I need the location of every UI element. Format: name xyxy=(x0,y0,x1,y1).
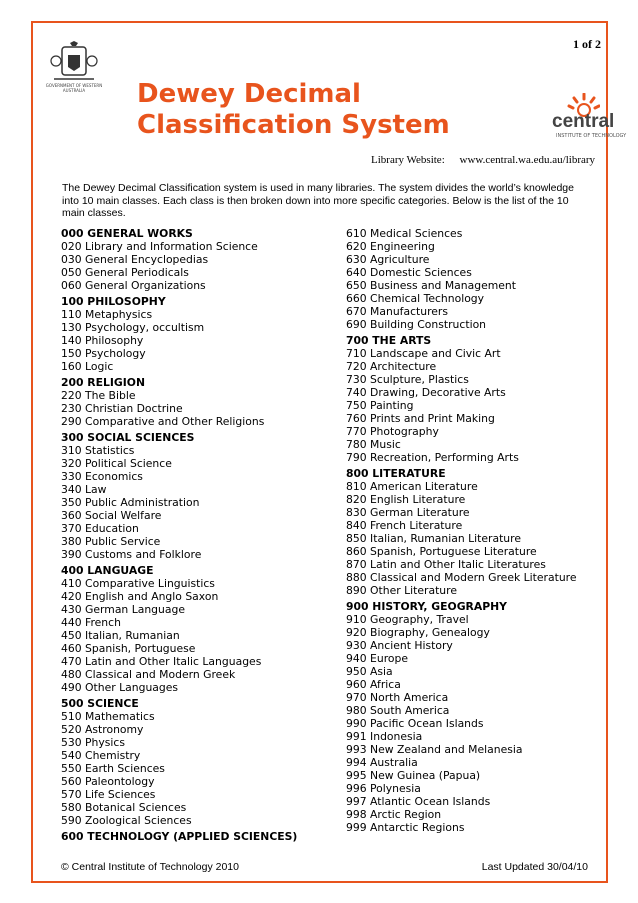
subclass-item: 990 Pacific Ocean Islands xyxy=(346,717,484,730)
subclass-item: 230 Christian Doctrine xyxy=(61,402,183,415)
subclass-item: 410 Comparative Linguistics xyxy=(61,577,215,590)
class-heading: 100 PHILOSOPHY xyxy=(61,295,166,308)
subclass-item: 790 Recreation, Performing Arts xyxy=(346,451,519,464)
subclass-item: 480 Classical and Modern Greek xyxy=(61,668,236,681)
subclass-item: 910 Geography, Travel xyxy=(346,613,469,626)
subclass-item: 999 Antarctic Regions xyxy=(346,821,465,834)
subclass-item: 993 New Zealand and Melanesia xyxy=(346,743,523,756)
page-number: 1 of 2 xyxy=(573,37,601,51)
subclass-item: 440 French xyxy=(61,616,121,629)
subclass-item: 320 Political Science xyxy=(61,457,172,470)
subclass-item: 580 Botanical Sciences xyxy=(61,801,187,814)
subclass-item: 970 North America xyxy=(346,691,449,704)
subclass-item: 110 Metaphysics xyxy=(61,308,153,321)
class-heading: 400 LANGUAGE xyxy=(61,564,154,577)
subclass-item: 620 Engineering xyxy=(346,240,435,253)
subclass-item: 150 Psychology xyxy=(61,347,146,360)
logo-wordmark: central xyxy=(552,111,615,132)
crest-caption: GOVERNMENT OF WESTERN AUSTRALIA xyxy=(45,83,103,93)
subclass-item: 730 Sculpture, Plastics xyxy=(346,373,469,386)
subclass-item: 991 Indonesia xyxy=(346,730,423,743)
class-heading: 200 RELIGION xyxy=(61,376,145,389)
subclass-item: 050 General Periodicals xyxy=(61,266,189,279)
subclass-item: 550 Earth Sciences xyxy=(61,762,165,775)
subclass-item: 450 Italian, Rumanian xyxy=(61,629,180,642)
subclass-item: 998 Arctic Region xyxy=(346,808,442,821)
subclass-item: 060 General Organizations xyxy=(61,279,206,292)
subclass-item: 740 Drawing, Decorative Arts xyxy=(346,386,506,399)
subclass-item: 540 Chemistry xyxy=(61,749,141,762)
subclass-item: 996 Polynesia xyxy=(346,782,421,795)
subclass-item: 570 Life Sciences xyxy=(61,788,156,801)
subclass-item: 960 Africa xyxy=(346,678,401,691)
subclass-item: 710 Landscape and Civic Art xyxy=(346,347,501,360)
subclass-item: 810 American Literature xyxy=(346,480,478,493)
subclass-item: 530 Physics xyxy=(61,736,125,749)
subclass-item: 380 Public Service xyxy=(61,535,161,548)
right-column xyxy=(346,227,606,834)
subclass-item: 220 The Bible xyxy=(61,389,136,402)
class-heading: 600 TECHNOLOGY (APPLIED SCIENCES) xyxy=(61,830,298,843)
subclass-item: 940 Europe xyxy=(346,652,409,665)
subclass-item: 820 English Literature xyxy=(346,493,466,506)
subclass-item: 560 Paleontology xyxy=(61,775,155,788)
class-heading: 500 SCIENCE xyxy=(61,697,139,710)
library-website xyxy=(371,154,595,166)
subclass-item: 160 Logic xyxy=(61,360,114,373)
left-column xyxy=(61,227,341,843)
subclass-item: 130 Psychology, occultism xyxy=(61,321,205,334)
subclass-item: 870 Latin and Other Italic Literatures xyxy=(346,558,546,571)
subclass-item: 770 Photography xyxy=(346,425,439,438)
subclass-item: 310 Statistics xyxy=(61,444,135,457)
subclass-item: 840 French Literature xyxy=(346,519,463,532)
subclass-item: 460 Spanish, Portuguese xyxy=(61,642,196,655)
subclass-item: 780 Music xyxy=(346,438,401,451)
subclass-item: 370 Education xyxy=(61,522,139,535)
subclass-item: 520 Astronomy xyxy=(61,723,144,736)
subclass-item: 420 English and Anglo Saxon xyxy=(61,590,219,603)
subclass-item: 880 Classical and Modern Greek Literature xyxy=(346,571,577,584)
subclass-item: 640 Domestic Sciences xyxy=(346,266,472,279)
page-title xyxy=(137,79,450,141)
subclass-item: 630 Agriculture xyxy=(346,253,430,266)
subclass-item: 920 Biography, Genealogy xyxy=(346,626,490,639)
subclass-item: 980 South America xyxy=(346,704,450,717)
subclass-item: 590 Zoological Sciences xyxy=(61,814,192,827)
subclass-item: 360 Social Welfare xyxy=(61,509,162,522)
subclass-item: 610 Medical Sciences xyxy=(346,227,463,240)
subclass-item: 140 Philosophy xyxy=(61,334,144,347)
subclass-item: 995 New Guinea (Papua) xyxy=(346,769,481,782)
subclass-item: 290 Comparative and Other Religions xyxy=(61,415,265,428)
subclass-item: 760 Prints and Print Making xyxy=(346,412,495,425)
subclass-item: 930 Ancient History xyxy=(346,639,453,652)
subclass-item: 850 Italian, Rumanian Literature xyxy=(346,532,521,545)
footer-copyright: © Central Institute of Technology 2010 xyxy=(61,861,239,873)
subclass-item: 510 Mathematics xyxy=(61,710,155,723)
subclass-item: 660 Chemical Technology xyxy=(346,292,485,305)
subclass-item: 340 Law xyxy=(61,483,107,496)
title-line-2: Classification System xyxy=(137,110,450,140)
subclass-item: 330 Economics xyxy=(61,470,143,483)
subclass-item: 860 Spanish, Portuguese Literature xyxy=(346,545,537,558)
subclass-item: 950 Asia xyxy=(346,665,393,678)
subclass-item: 997 Atlantic Ocean Islands xyxy=(346,795,491,808)
subclass-item: 020 Library and Information Science xyxy=(61,240,258,253)
class-heading: 800 LITERATURE xyxy=(346,467,446,480)
subclass-item: 994 Australia xyxy=(346,756,418,769)
intro-paragraph: The Dewey Decimal Classification system is used in many libraries. The system divides the world’s knowledge into 10 main classes. Each class is then broken down into more specific categories. Below is the list of the 10 main classes. xyxy=(62,182,574,219)
subclass-item: 350 Public Administration xyxy=(61,496,200,509)
website-link[interactable]: www.central.wa.edu.au/library xyxy=(459,154,596,166)
subclass-item: 890 Other Literature xyxy=(346,584,457,597)
class-heading: 300 SOCIAL SCIENCES xyxy=(61,431,195,444)
title-line-1: Dewey Decimal xyxy=(137,79,361,109)
subclass-item: 690 Building Construction xyxy=(346,318,487,331)
logo-subtitle: INSTITUTE OF TECHNOLOGY xyxy=(556,133,627,139)
subclass-item: 750 Painting xyxy=(346,399,414,412)
subclass-item: 490 Other Languages xyxy=(61,681,179,694)
subclass-item: 030 General Encyclopedias xyxy=(61,253,209,266)
subclass-item: 830 German Literature xyxy=(346,506,470,519)
class-heading: 700 THE ARTS xyxy=(346,334,432,347)
subclass-item: 670 Manufacturers xyxy=(346,305,448,318)
subclass-item: 390 Customs and Folklore xyxy=(61,548,202,561)
class-heading: 900 HISTORY, GEOGRAPHY xyxy=(346,600,507,613)
website-label: Library Website: xyxy=(371,154,445,166)
subclass-item: 650 Business and Management xyxy=(346,279,516,292)
subclass-item: 720 Architecture xyxy=(346,360,437,373)
subclass-item: 470 Latin and Other Italic Languages xyxy=(61,655,262,668)
footer-updated: Last Updated 30/04/10 xyxy=(481,861,588,873)
subclass-item: 430 German Language xyxy=(61,603,185,616)
class-heading: 000 GENERAL WORKS xyxy=(61,227,193,240)
